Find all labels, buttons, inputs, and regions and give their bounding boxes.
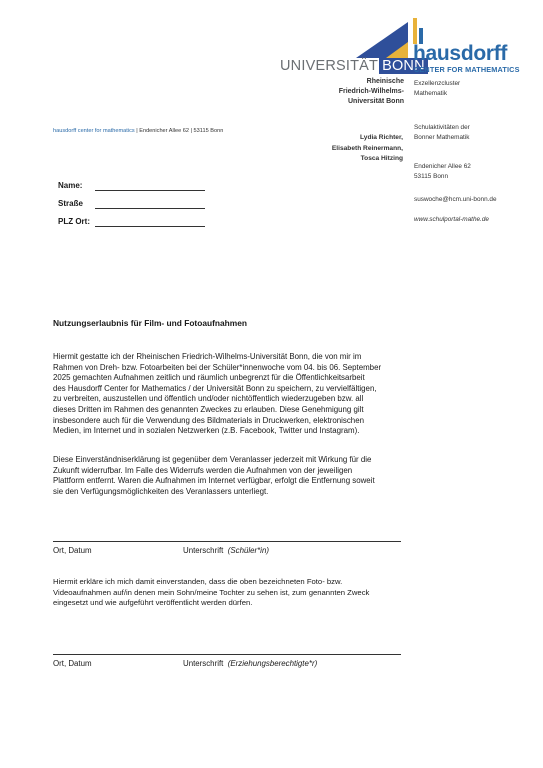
paragraph-line: Hiermit erkläre ich mich damit einverstanden, dass die oben bezeichneten Foto- bzw. bbox=[53, 577, 343, 586]
paragraph-line: Rahmen von Dreh- bzw. Fotoarbeiten bei der Schüler*innenwoche vom 04. bis 06. September bbox=[53, 362, 382, 372]
side-web-link[interactable]: www.schulportal-mathe.de bbox=[414, 216, 489, 223]
contact-name: Elisabeth Reinermann, bbox=[331, 144, 403, 152]
contact-name: Lydia Richter, bbox=[360, 134, 403, 141]
name-label: Name: bbox=[58, 181, 83, 190]
hausdorff-logo-subtitle: CENTER FOR MATHEMATICS bbox=[414, 65, 520, 74]
permission-paragraph bbox=[53, 352, 405, 437]
paragraph-line: Zukunft widerrufbar. Im Falle des Widerrufs werden die Aufnahmen von der jeweiligen bbox=[53, 465, 353, 475]
document-title: Nutzungserlaubnis für Film- und Fotoaufnahmen bbox=[53, 318, 248, 328]
paragraph-line: Medien, im Internet und in sozialen Netzwerken (z.B. Facebook, Twitter und Instagram). bbox=[53, 426, 360, 436]
guardian-signature-field[interactable] bbox=[53, 654, 401, 655]
uni-logo-word: UNIVERSITÄT bbox=[280, 58, 379, 74]
hausdorff-logo-word: hausdorff bbox=[413, 42, 508, 65]
university-name-line: Universität Bonn bbox=[347, 98, 404, 105]
side-line: Bonner Mathematik bbox=[414, 133, 470, 141]
student-place-date-label: Ort, Datum bbox=[53, 546, 92, 555]
signature-word: Unterschrift bbox=[183, 546, 224, 555]
side-address bbox=[414, 162, 471, 181]
contact-names bbox=[300, 133, 403, 165]
paragraph-line: dieses Dritten im Rahmen des genannten Zweckes zu erlauben. Diese Genehmigung gilt bbox=[53, 404, 364, 414]
guardian-place-date-label: Ort, Datum bbox=[53, 659, 92, 668]
guardian-consent-paragraph bbox=[53, 577, 405, 609]
paragraph-line: 2025 gemachten Aufnahmen zeitlich und räumlich unbegrenzt für die Öffentlichkeitsarbeit bbox=[53, 373, 365, 383]
side-line: 53115 Bonn bbox=[414, 172, 448, 180]
paragraph-line: insbesondere auch für die Verwendung des Bildmaterials in Druckwerken, elektronischen bbox=[53, 415, 364, 425]
university-name-line: Friedrich-Wilhelms- bbox=[338, 88, 404, 95]
street-field[interactable] bbox=[95, 208, 205, 209]
sender-brand: hausdorff center for mathematics bbox=[53, 128, 135, 134]
paragraph-line: Hiermit gestatte ich der Rheinischen Friedrich-Wilhelms-Universität Bonn, die von mir im bbox=[53, 352, 362, 361]
contact-name: Tosca Hitzing bbox=[360, 155, 403, 162]
side-email-link[interactable]: suswoche@hcm.uni-bonn.de bbox=[414, 196, 497, 203]
signature-word: Unterschrift bbox=[183, 659, 224, 668]
signature-role: (Erziehungsberechtigte*r) bbox=[227, 659, 318, 668]
guardian-signature-label bbox=[183, 659, 317, 668]
university-name-line: Rheinische bbox=[366, 78, 404, 85]
name-field[interactable] bbox=[95, 190, 205, 191]
zip-city-label: PLZ Ort: bbox=[58, 217, 90, 226]
uni-logo-bonn-box: BONN bbox=[379, 58, 428, 74]
side-activities bbox=[414, 123, 470, 142]
sender-line bbox=[53, 128, 223, 134]
student-signature-field[interactable] bbox=[53, 541, 401, 542]
paragraph-line: sie den Verfügungsmöglichkeiten des Veranlassers unterliegt. bbox=[53, 486, 269, 496]
uni-bonn-logo-mark-icon bbox=[356, 22, 408, 58]
signature-role: (Schüler*in) bbox=[227, 546, 269, 555]
street-label: Straße bbox=[58, 199, 83, 208]
paragraph-line: Diese Einverständniserklärung ist gegenüber dem Veranlasser jederzeit mit Wirkung für die bbox=[53, 455, 372, 464]
uni-bonn-logo-text bbox=[280, 58, 428, 74]
zip-city-field[interactable] bbox=[95, 226, 205, 227]
sender-address: | Endenicher Allee 62 | 53115 Bonn bbox=[134, 128, 224, 134]
side-line: Schulaktivitäten der bbox=[414, 124, 470, 131]
side-line: Exzellenzcluster bbox=[414, 80, 461, 87]
hausdorff-logo-mark-icon bbox=[413, 18, 427, 44]
side-line: Endenicher Allee 62 bbox=[414, 163, 471, 170]
side-cluster bbox=[414, 79, 460, 98]
revocation-paragraph bbox=[53, 455, 405, 497]
university-name bbox=[300, 77, 404, 107]
paragraph-line: eingesetzt und wie aufgeführt veröffentlicht werden dürfen. bbox=[53, 598, 253, 608]
paragraph-line: zu verbreiten, auszustellen und öffentlich und/oder nichtöffentlich wiederzugeben bzw. all bbox=[53, 394, 364, 404]
student-signature-label bbox=[183, 546, 269, 555]
side-line: Mathematik bbox=[414, 89, 448, 97]
paragraph-line: des Hausdorff Center for Mathematics / der Universität Bonn zu speichern, zu vervielfältigen, bbox=[53, 383, 377, 393]
paragraph-line: Plattform entfernt. Waren die Aufnahmen im Internet verfügbar, erfolgt die Entfernung soweit bbox=[53, 476, 375, 486]
paragraph-line: Videoaufnahmen auf/in denen mein Sohn/meine Tochter zu sehen ist, zum genannten Zweck bbox=[53, 587, 370, 597]
